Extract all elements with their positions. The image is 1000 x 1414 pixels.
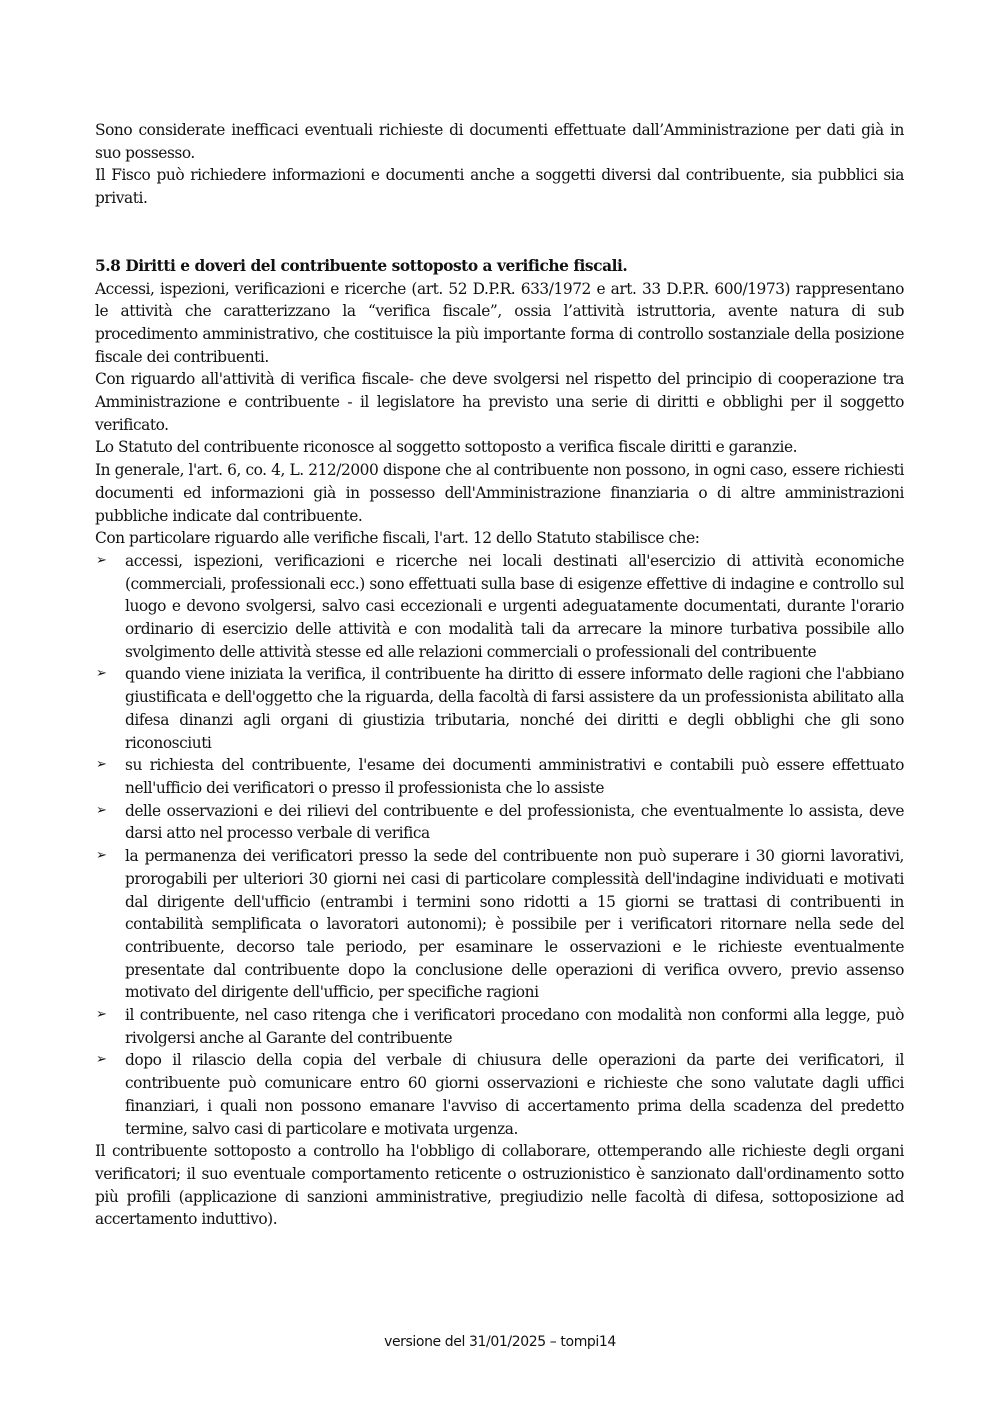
list-item [95,550,904,664]
list-item-text: su richiesta del contribuente, l'esame dei documenti amministrativi e contabili può essere effettuato nell'ufficio dei verificatori o presso il professionista che lo assiste [125,756,904,797]
list-item-text: accessi, ispezioni, verificazioni e ricerche nei locali destinati all'esercizio di attività economiche (commerciali, professionali ecc.) sono effettuati sulla base di esigenze effettive di indagine e controllo sul luogo e devono svolgersi, salvo casi eccezionali e urgenti adeguatamente documentati, durante l'orario ordinario di esercizio delle attività e con modalità tali da arrecare la minore turbativa possibile allo svolgimento delle attività stesse ed alle relazioni commerciali o professionali del contribuente [125,551,904,661]
arrow-bullet-icon: ➢ [96,802,107,818]
list-item [95,1049,904,1140]
arrow-bullet-icon: ➢ [96,1007,107,1023]
arrow-bullet-icon: ➢ [96,848,107,864]
list-item-text: il contribuente, nel caso ritenga che i verificatori procedano con modalità non conformi alla legge, può rivolgersi anche al Garante del contribuente [125,1006,904,1047]
body-paragraph: Accessi, ispezioni, verificazioni e ricerche (art. 52 D.P.R. 633/1972 e art. 33 D.P.R. 600/1973) rappresentano le attività che caratterizzano la “verifica fiscale”, ossia l’attività istruttoria, avente natura di sub procedimento amministrativo, che costituisce la più importante forma di controllo sostanziale della posizione fiscale dei contribuenti. [95,279,904,366]
list-item [95,1004,904,1049]
arrow-bullet-icon: ➢ [96,1052,107,1068]
body-paragraph: Lo Statuto del contribuente riconosce al soggetto sottoposto a verifica fiscale diritti e garanzie. [95,438,798,457]
arrow-bullet-icon: ➢ [96,666,107,682]
body-paragraph: Con particolare riguardo alle verifiche fiscali, l'art. 12 dello Statuto stabilisce che: [95,529,700,548]
section-heading: 5.8 Diritti e doveri del contribuente sottoposto a verifiche fiscali. [95,256,628,275]
section-spacer [95,210,904,255]
body-paragraph: In generale, l'art. 6, co. 4, L. 212/2000 dispone che al contribuente non possono, in ogni caso, essere richiesti documenti ed informazioni già in possesso dell'Amministrazione finanziaria o di altre amministrazioni pubbliche indicate dal contribuente. [95,461,904,525]
list-item [95,663,904,754]
arrow-bullet-icon: ➢ [96,552,107,568]
list-item [95,845,904,1004]
closing-paragraph: Il contribuente sottoposto a controllo ha l'obbligo di collaborare, ottemperando alle richieste degli organi verificatori; il suo eventuale comportamento reticente o ostruzionistico è sanzionato dall'ordinamento sotto più profili (applicazione di sanzioni amministrative, pregiudizio nelle facoltà di difesa, sottoposizione ad accertamento induttivo). [95,1142,904,1229]
document-body [95,119,904,1231]
list-item-text: delle osservazioni e dei rilievi del contribuente e del professionista, che eventualmente lo assista, deve darsi atto nel processo verbale di verifica [125,801,904,843]
intro-paragraph: Sono considerate inefficaci eventuali richieste di documenti effettuate dall’Amministrazione per dati già in suo possesso. [95,121,904,162]
list-item [95,754,904,799]
list-item [95,800,904,845]
arrow-bullet-icon: ➢ [96,757,107,773]
page-footer: versione del 31/01/2025 – tompi14 [384,1334,616,1350]
list-item-text: la permanenza dei verificatori presso la sede del contribuente non può superare i 30 giorni lavorativi, prorogabili per ulteriori 30 giorni nei casi di particolare complessità dell'indagine individuati e motivati dal dirigente dell'ufficio (entrambi i termini sono ridotti a 15 giorni se trattasi di contribuenti in contabilità semplificata o lavoratori autonomi); è possibile per i verificatori ritornare nella sede del contribuente, decorso tale periodo, per esaminare le osservazioni e le richieste eventualmente presentate dal contribuente dopo la conclusione delle operazioni di verifica ovvero, previo assenso motivato del dirigente dell'ufficio, per specifiche ragioni [125,847,904,1002]
intro-paragraph: Il Fisco può richiedere informazioni e documenti anche a soggetti diversi dal contribuente, sia pubblici sia privati. [95,166,904,208]
list-item-text: quando viene iniziata la verifica, il contribuente ha diritto di essere informato delle ragioni che l'abbiano giustificata e dell'oggetto che la riguarda, della facoltà di farsi assistere da un professionista abilitato alla difesa dinanzi agli organi di giustizia tributaria, nonché dei diritti e degli obblighi che gli sono riconosciuti [125,665,904,752]
body-paragraph: Con riguardo all'attività di verifica fiscale- che deve svolgersi nel rispetto del principio di cooperazione tra Amministrazione e contribuente - il legislatore ha previsto una serie di diritti e obblighi per il soggetto verificato. [95,370,904,434]
rights-list [95,550,904,1140]
list-item-text: dopo il rilascio della copia del verbale di chiusura delle operazioni da parte dei verificatori, il contribuente può comunicare entro 60 giorni osservazioni e richieste che sono valutate dagli uffici finanziari, i quali non possono emanare l'avviso di accertamento prima della scadenza del predetto termine, salvo casi di particolare e motivata urgenza. [125,1051,904,1138]
